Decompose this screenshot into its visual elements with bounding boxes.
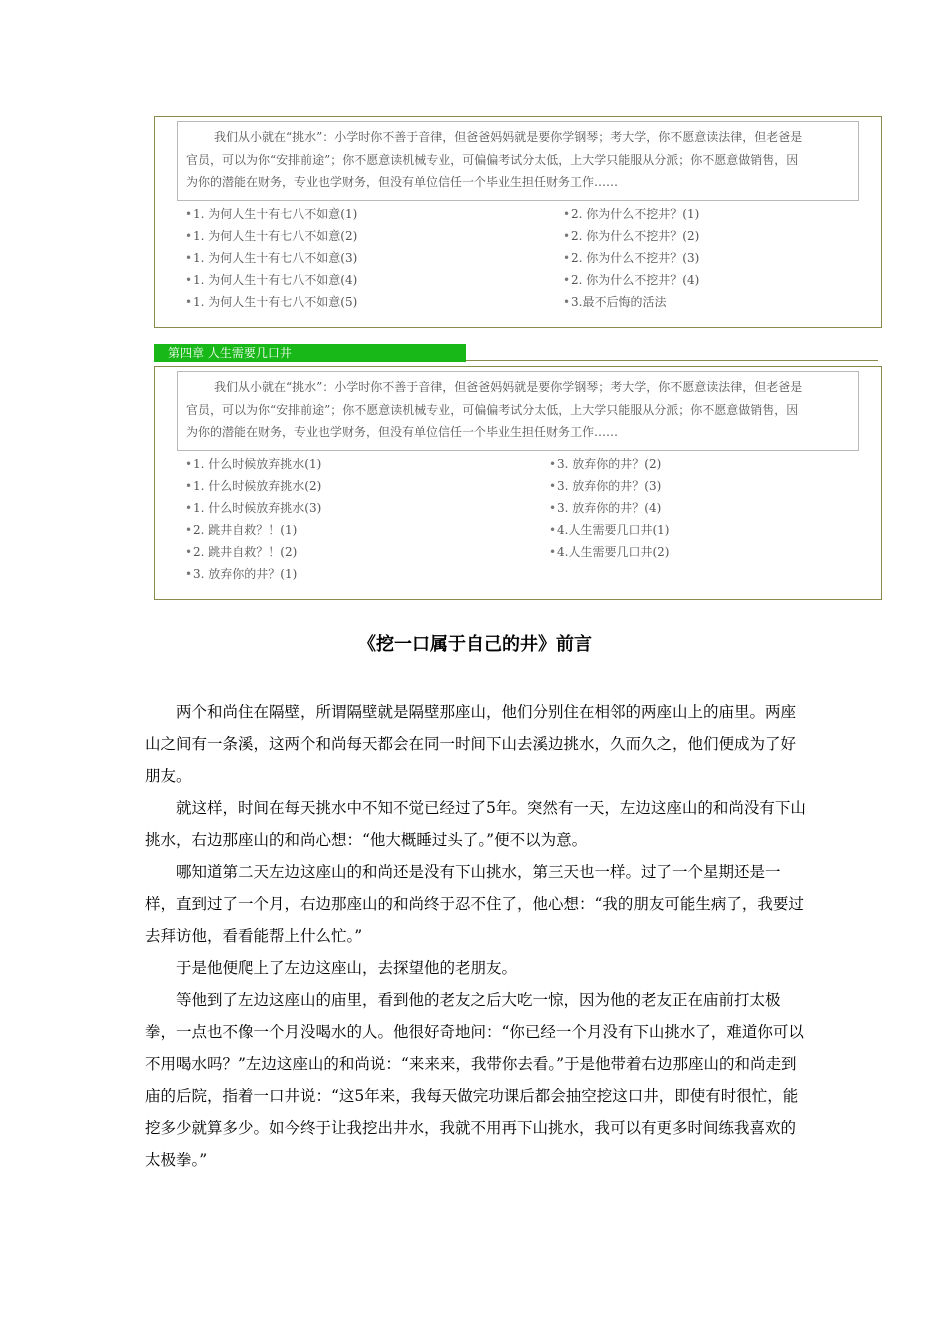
list-item[interactable]: •3. 放弃你的井？(2)	[549, 457, 662, 471]
list-item[interactable]: •1. 什么时候放弃挑水(1)	[185, 457, 322, 471]
article-paragraph: 两个和尚住在隔壁，所谓隔壁就是隔壁那座山，他们分别住在相邻的两座山上的庙里。两座山之间有一条溪，这两个和尚每天都会在同一时间下山去溪边挑水，久而久之，他们便成为了好朋友。	[145, 703, 797, 785]
list-item[interactable]: •2. 你为什么不挖井？(3)	[563, 251, 700, 265]
chapter4-header[interactable]: 第四章 人生需要几口井	[154, 344, 466, 362]
article-paragraph: 等他到了左边这座山的庙里，看到他的老友之后大吃一惊，因为他的老友正在庙前打太极拳，一点也不像一个月没喝水的人。他很好奇地问：“你已经一个月没有下山挑水了，难道你可以不用喝水吗？”左边这座山的和尚说：“来来来，我带你去看。”于是他带着右边那座山的和尚走到庙的后院，指着一口井说：“这5年来，我每天做完功课后都会抽空挖这口井，即使有时很忙，能挖多少就算多少。如今终于让我挖出井水，我就不用再下山挑水，我可以有更多时间练我喜欢的太极拳。”	[145, 991, 804, 1169]
list-item[interactable]: •1. 什么时候放弃挑水(3)	[185, 501, 322, 515]
chapter4-right-list	[549, 453, 669, 563]
section1-right-list	[563, 203, 699, 313]
list-item[interactable]: •1. 为何人生十有七八不如意(5)	[185, 295, 358, 309]
chapter4-intro	[177, 371, 859, 451]
chapter4-box	[154, 366, 882, 600]
chapter4-intro-line: 为你的潜能在财务，专业也学财务，但没有单位信任一个毕业生担任财务工作……	[186, 425, 619, 439]
section1-intro	[177, 121, 859, 201]
section1-box	[154, 116, 882, 328]
list-item[interactable]: •3.最不后悔的活法	[563, 295, 667, 309]
list-item[interactable]: •1. 为何人生十有七八不如意(2)	[185, 229, 358, 243]
section1-left-list	[185, 203, 357, 313]
list-item[interactable]: •2. 你为什么不挖井？(4)	[563, 273, 700, 287]
list-item[interactable]: •3. 放弃你的井？(3)	[549, 479, 662, 493]
article-body	[145, 696, 807, 1176]
section1-intro-line: 我们从小就在“挑水”：小学时你不善于音律，但爸爸妈妈就是要你学钢琴；考大学，你不愿意读法律，但老爸是	[214, 130, 803, 144]
list-item[interactable]: •1. 什么时候放弃挑水(2)	[185, 479, 322, 493]
list-item[interactable]: •2. 你为什么不挖井？(1)	[563, 207, 700, 221]
article-paragraph: 就这样，时间在每天挑水中不知不觉已经过了5年。突然有一天，左边这座山的和尚没有下山挑水，右边那座山的和尚心想：“他大概睡过头了。”便不以为意。	[145, 799, 806, 849]
article-paragraph: 哪知道第二天左边这座山的和尚还是没有下山挑水，第三天也一样。过了一个星期还是一样，直到过了一个月，右边那座山的和尚终于忍不住了，他心想：“我的朋友可能生病了，我要过去拜访他，看看能帮上什么忙。”	[145, 863, 804, 945]
list-item[interactable]: •1. 为何人生十有七八不如意(1)	[185, 207, 358, 221]
chapter4-left-list	[185, 453, 321, 585]
list-item[interactable]: •3. 放弃你的井？(4)	[549, 501, 662, 515]
article-paragraph: 于是他便爬上了左边这座山，去探望他的老朋友。	[176, 959, 518, 977]
list-item[interactable]: •1. 为何人生十有七八不如意(3)	[185, 251, 358, 265]
list-item[interactable]: •3. 放弃你的井？(1)	[185, 567, 298, 581]
chapter4-intro-line: 我们从小就在“挑水”：小学时你不善于音律，但爸爸妈妈就是要你学钢琴；考大学，你不愿意读法律，但老爸是	[214, 380, 803, 394]
list-item[interactable]: •2. 跳井自救？！(1)	[185, 523, 298, 537]
list-item[interactable]: •2. 跳井自救？！(2)	[185, 545, 298, 559]
chapter4-divider	[466, 360, 878, 361]
list-item[interactable]: •4.人生需要几口井(1)	[549, 523, 670, 537]
section1-intro-line: 为你的潜能在财务，专业也学财务，但没有单位信任一个毕业生担任财务工作……	[186, 175, 619, 189]
article-title: 《挖一口属于自己的井》前言	[358, 634, 592, 655]
list-item[interactable]: •1. 为何人生十有七八不如意(4)	[185, 273, 358, 287]
list-item[interactable]: •2. 你为什么不挖井？(2)	[563, 229, 700, 243]
list-item[interactable]: •4.人生需要几口井(2)	[549, 545, 670, 559]
section1-intro-line: 官员，可以为你“安排前途”；你不愿意读机械专业，可偏偏考试分太低，上大学只能服从分派；你不愿意做销售，因	[186, 152, 799, 167]
chapter4-intro-line: 官员，可以为你“安排前途”；你不愿意读机械专业，可偏偏考试分太低，上大学只能服从分派；你不愿意做销售，因	[186, 402, 799, 417]
